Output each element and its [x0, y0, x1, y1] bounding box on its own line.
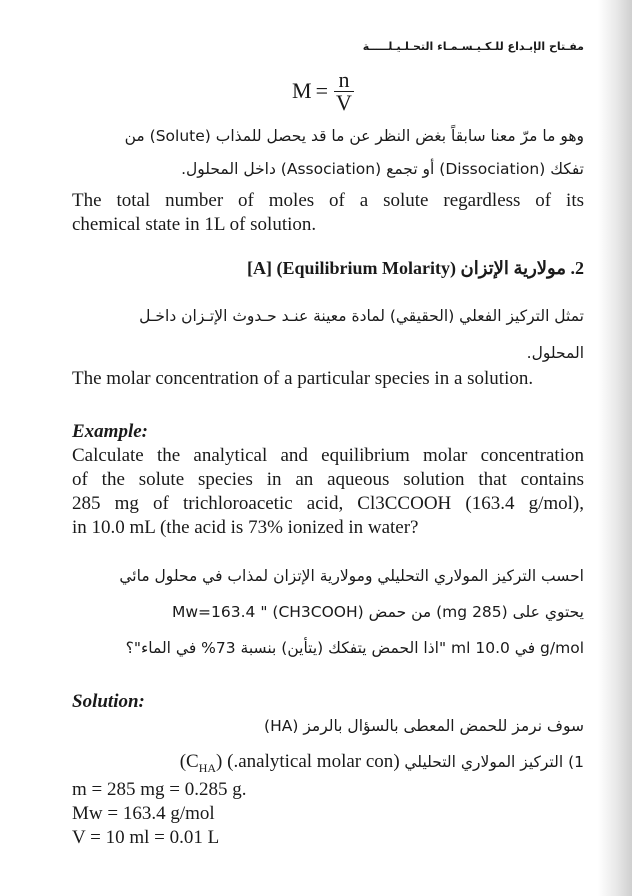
para1-arabic-line2: تفكك (Dissociation) أو تجمع (Association) داخل المحلول. [181, 160, 584, 178]
step1-symbol: $(C_{HA})$ [179, 751, 223, 775]
solution-mass: m = 285 mg = 0.285 g. [72, 779, 247, 800]
formula-equals: = [315, 78, 328, 103]
example-arabic-line1: احسب التركيز المولاري التحليلي ومولارية الإتزان لمذاب في محلول مائي [119, 567, 584, 585]
step1-english: (analytical molar con.) [227, 751, 400, 772]
example-line-1: Calculate the analytical and equilibrium molar concentration [72, 445, 584, 466]
solution-volume: V = 10 ml = 0.01 L [72, 827, 220, 848]
example-line-2: of the solute species in an aqueous solution that contains [72, 469, 584, 490]
formula-fraction [334, 66, 354, 115]
formula-numerator: n [338, 66, 350, 92]
page-edge-shadow [598, 0, 632, 896]
step1-arabic: 1) التركيز المولاري التحليلي [404, 753, 584, 771]
para1-english-line2: chemical state in 1L of solution. [72, 214, 317, 235]
section2-english-line1: The molar concentration of a particular species in a solution. [72, 368, 534, 389]
example-line-4: in 10.0 mL (the acid is 73% ionized in water? [72, 517, 419, 538]
example-arabic-line3: g/mol في 10.0 ml "اذا الحمض يتفكك (يتأين) بنسبة 73% في الماء"؟ [125, 639, 584, 657]
formula-denominator: V [336, 89, 352, 115]
solution-arabic-line1: سوف نرمز للحمض المعطى بالسؤال بالرمز (HA) [264, 717, 584, 735]
running-header: مفـتاح الإبـداع للـكـيـسـمـاء التحـلـيـلـــــة [362, 40, 584, 53]
solution-molar-mass: Mw = 163.4 g/mol [72, 803, 215, 824]
para1-english-line1: The total number of moles of a solute regardless of its [72, 190, 584, 211]
para1-arabic-line1: وهو ما مرّ معنا سابقاً بغض النظر عن ما قد يحصل للمذاب (Solute) من [124, 127, 584, 145]
formula-lhs: M [292, 78, 312, 103]
section2-arabic-line2: المحلول. [526, 344, 584, 362]
example-line-3: 285 mg of trichloroacetic acid, Cl3CCOOH (163.4 g/mol), [72, 493, 584, 514]
section2-heading: 2. مولارية الإتزان (Equilibrium Molarity) [A] [247, 258, 584, 278]
solution-step1 [72, 750, 584, 780]
section2-arabic-line1: تمثل التركيز الفعلي (الحقيقي) لمادة معينة عنـد حـدوث الإتـزان داخـل [139, 307, 584, 325]
solution-label: Solution: [72, 691, 145, 712]
example-label: Example: [72, 421, 148, 442]
molarity-formula [292, 68, 354, 114]
example-arabic-line2: يحتوي على (285 mg) من حمض (CH3COOH) " Mw=163.4 [171, 603, 584, 621]
